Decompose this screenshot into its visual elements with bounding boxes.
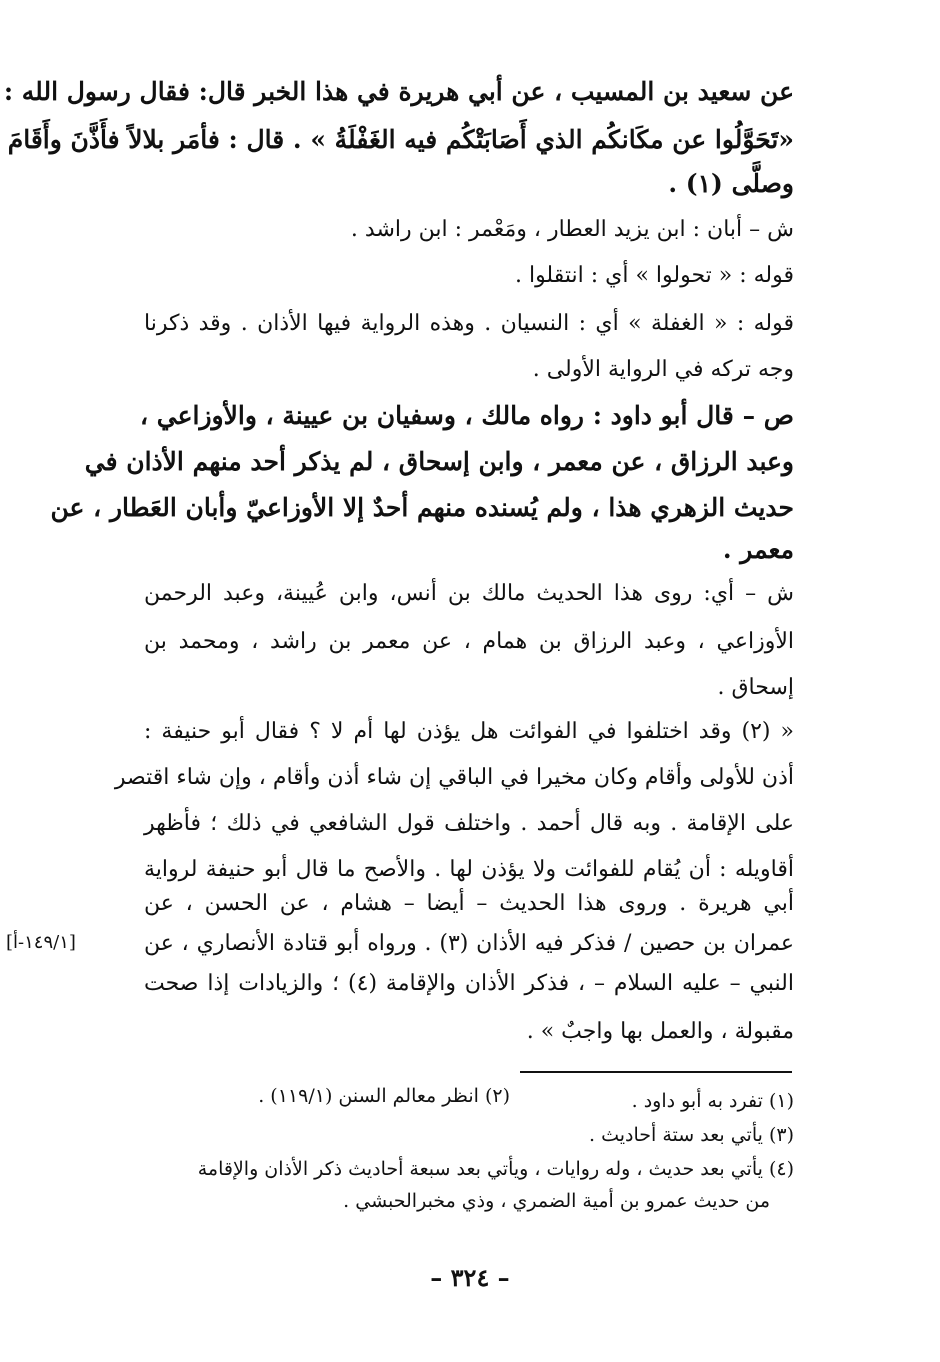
text-line: ش – أي: روى هذا الحديث مالك بن أنس، وابن عُيينة، وعبد الرحمن (144, 581, 794, 606)
text-line: وجه تركه في الرواية الأولى . (532, 357, 794, 382)
text-line: حديث الزهري هذا ، ولم يُسنده منهم أحدٌ إلا الأوزاعيّ وأبان العَطار ، عن (50, 493, 794, 522)
margin-reference: [١٤٩/١-أ] (6, 932, 76, 953)
text-line: أبي هريرة . وروى هذا الحديث – أيضا – هشام ، عن الحسن ، عن (144, 891, 794, 916)
text-line: « (٢) وقد اختلفوا في الفوائت هل يؤذن لها أم لا ؟ فقال أبو حنيفة : (144, 719, 794, 744)
text-line: ش – أبان : ابن يزيد العطار ، ومَعْمر : ابن راشد . (350, 217, 794, 242)
footnote-3: (٣) يأتي بعد ستة أحاديث . (589, 1124, 794, 1146)
text-line: قوله : « تحولوا » أي : انتقلوا . (514, 263, 794, 288)
text-line: مقبولة ، والعمل بها واجبٌ » . (526, 1019, 794, 1044)
text-line: وعبد الرزاق ، عن معمر ، وابن إسحاق ، لم يذكر أحد منهم الأذان في (84, 447, 794, 476)
text-line: إسحاق . (717, 675, 794, 700)
text-line: أقاويله : أن يُقام للفوائت ولا يؤذن لها . والأصح ما قال أبو حنيفة لرواية (144, 857, 794, 882)
footnote-4-continued: من حديث عمرو بن أمية الضمري ، وذي مخبرالحبشي . (343, 1190, 770, 1212)
text-line: قوله : « الغفلة » أي : النسيان . وهذه الرواية فيها الأذان . وقد ذكرنا (144, 311, 794, 336)
text-line: أذن للأولى وأقام وكان مخيرا في الباقي إن شاء أذن وأقام ، وإن شاء اقتصر (114, 765, 794, 790)
footnote-1: (١) تفرد به أبو داود . (631, 1090, 794, 1112)
text-line: النبي – عليه السلام – ، فذكر الأذان والإقامة (٤) ؛ والزيادات إذا صحت (144, 971, 794, 996)
text-line: عن سعيد بن المسيب ، عن أبي هريرة في هذا الخبر قال: فقال رسول الله : (3, 77, 794, 106)
footnote-2: (٢) انظر معالم السنن (١١٩/١) . (258, 1085, 510, 1107)
text-line: وصلَّى (١) . (668, 169, 794, 198)
text-line: على الإقامة . وبه قال أحمد . واختلف قول الشافعي في ذلك ؛ فأظهر (144, 811, 794, 836)
text-line: عمران بن حصين / فذكر فيه الأذان (٣) . ورواه أبو قتادة الأنصاري ، عن (144, 931, 795, 956)
footnote-4: (٤) يأتي بعد حديث ، وله روايات ، ويأتي بعد سبعة أحاديث ذكر الأذان والإقامة (197, 1158, 794, 1180)
text-line: معمر . (722, 535, 794, 564)
page-number: – ٣٢٤ – (430, 1263, 510, 1292)
footnote-divider (520, 1071, 792, 1073)
text-line: ص – قال أبو داود : رواه مالك ، وسفيان بن عيينة ، والأوزاعي ، (140, 401, 794, 430)
text-line: «تَحَوَّلُوا عن مكَانكُم الذي أَصَابَتْكُم فيه الغَفْلَةُ » . قال : فأمَر بلالاً فأَذَّنَ وأَقَامَ (7, 125, 794, 154)
text-line: الأوزاعي ، وعبد الرزاق بن همام ، عن معمر بن راشد ، ومحمد بن (144, 629, 794, 654)
